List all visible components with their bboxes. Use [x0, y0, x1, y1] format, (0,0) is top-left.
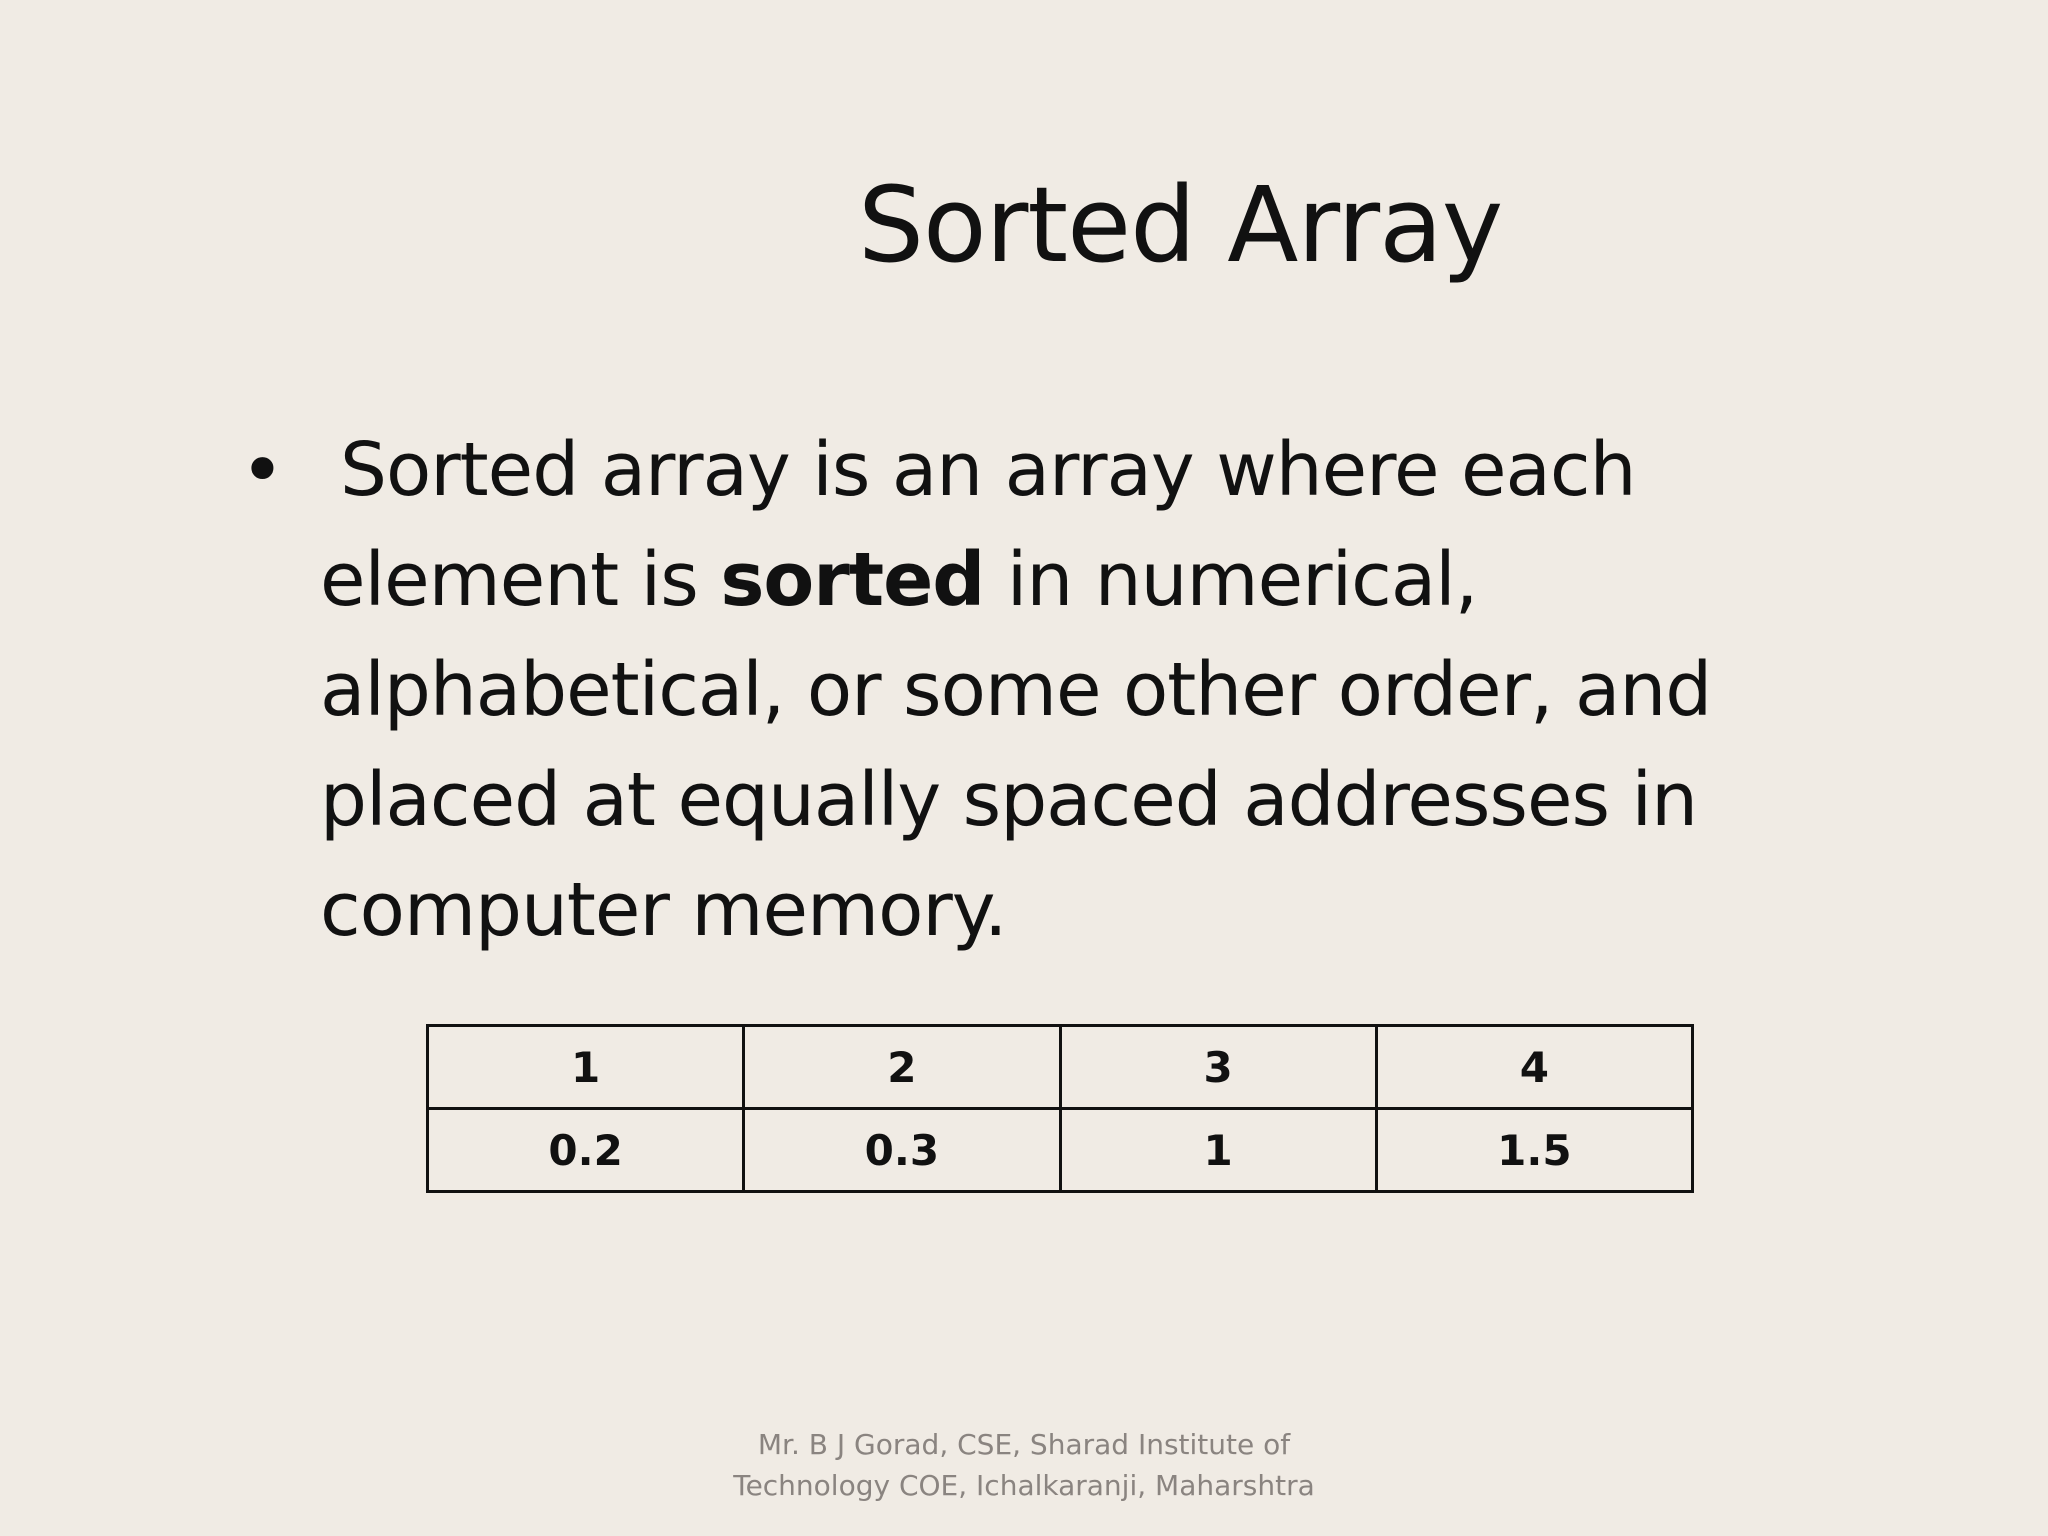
index-cell: 3 — [1060, 1026, 1376, 1109]
value-cell: 0.3 — [744, 1109, 1060, 1192]
slide-footer — [0, 1424, 2048, 1506]
index-cell: 2 — [744, 1026, 1060, 1109]
slide-title: Sorted Array — [858, 164, 1503, 286]
table-row-values — [428, 1109, 1693, 1192]
bullet-marker: • — [240, 425, 285, 514]
bullet-line-2 — [320, 525, 1800, 635]
value-cell: 0.2 — [428, 1109, 744, 1192]
footer-line-1: Mr. B J Gorad, CSE, Sharad Institute of — [757, 1428, 1291, 1461]
bullet-line-2-end: in numerical, — [984, 537, 1478, 623]
value-cell: 1 — [1060, 1109, 1376, 1192]
table-row-indices — [428, 1026, 1693, 1109]
footer-line-2: Technology COE, Ichalkaranji, Maharshtra — [733, 1469, 1315, 1502]
bullet-text — [320, 415, 1800, 965]
index-cell: 4 — [1376, 1026, 1692, 1109]
bullet-line-3: alphabetical, or some other order, and — [320, 647, 1712, 733]
bullet-line-4: placed at equally spaced addresses in — [320, 757, 1698, 843]
bullet-line-1: Sorted array is an array where each — [340, 427, 1636, 513]
sorted-array-table — [426, 1024, 1694, 1193]
bullet-line-5: computer memory. — [320, 867, 1007, 953]
index-cell: 1 — [428, 1026, 744, 1109]
bullet-line-2-start: element is — [320, 537, 721, 623]
bold-term-sorted: sorted — [720, 537, 985, 623]
value-cell: 1.5 — [1376, 1109, 1692, 1192]
